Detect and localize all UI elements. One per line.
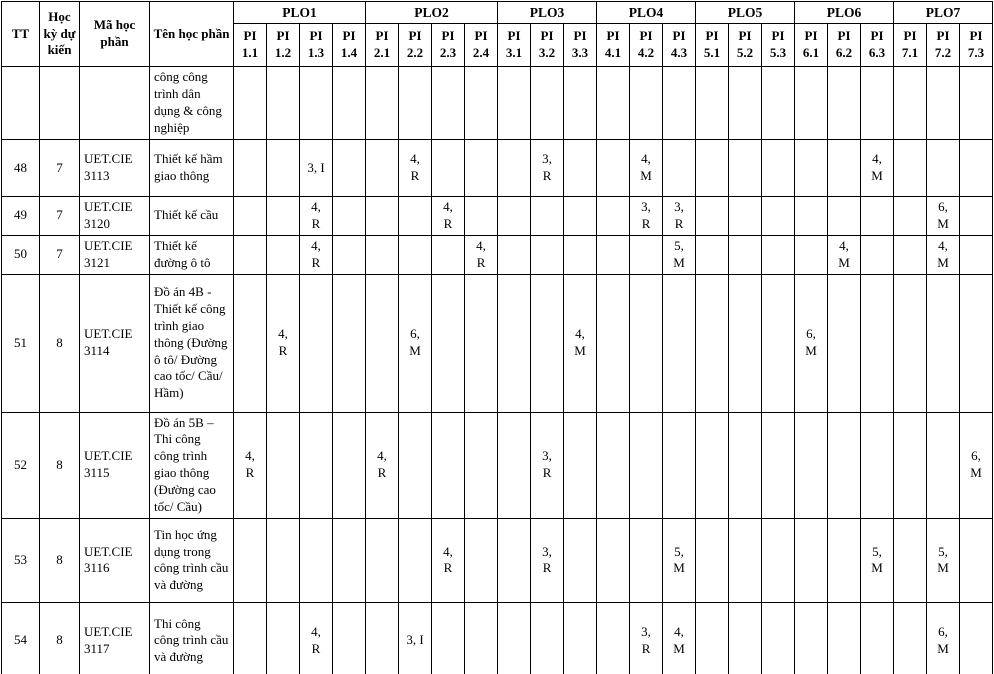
- cell-pi-6-1: 6, M: [795, 274, 828, 412]
- cell-pi-2-4: [465, 197, 498, 236]
- cell-course-name: Đồ án 5B – Thi công công trình giao thông (Đường cao tốc/ Cầu): [150, 412, 234, 518]
- cell-pi-2-3: 4, R: [432, 197, 465, 236]
- cell-pi-1-3: [300, 412, 333, 518]
- cell-pi-2-4: [465, 412, 498, 518]
- cell-pi-1-1: [234, 235, 267, 274]
- cell-pi-1-2: [267, 197, 300, 236]
- cell-course-code: UET.CIE 3121: [80, 235, 150, 274]
- cell-pi-3-2: [531, 602, 564, 674]
- cell-course-name: Thi công công trình cầu và đường: [150, 602, 234, 674]
- cell-pi-4-3: 4, M: [663, 602, 696, 674]
- pi-column-header: PI 2.2: [399, 24, 432, 67]
- cell-pi-1-3: [300, 274, 333, 412]
- cell-pi-2-2: 4, R: [399, 140, 432, 197]
- cell-course-code: UET.CIE 3120: [80, 197, 150, 236]
- plo-group-header: PLO7: [894, 2, 993, 24]
- cell-semester: 7: [40, 197, 80, 236]
- cell-pi-5-2: [729, 67, 762, 140]
- cell-pi-5-1: [696, 518, 729, 602]
- cell-pi-2-2: [399, 518, 432, 602]
- cell-pi-4-2: [630, 235, 663, 274]
- cell-pi-4-2: [630, 518, 663, 602]
- cell-pi-6-1: [795, 197, 828, 236]
- cell-pi-1-4: [333, 602, 366, 674]
- cell-pi-3-2: [531, 67, 564, 140]
- cell-pi-6-3: [861, 412, 894, 518]
- cell-pi-5-2: [729, 602, 762, 674]
- cell-pi-6-3: 5, M: [861, 518, 894, 602]
- plo-group-header: PLO5: [696, 2, 795, 24]
- cell-pi-2-2: [399, 197, 432, 236]
- cell-pi-7-2: 5, M: [927, 518, 960, 602]
- cell-pi-4-1: [597, 602, 630, 674]
- cell-pi-7-3: [960, 602, 993, 674]
- cell-semester: 7: [40, 140, 80, 197]
- plo-group-header: PLO3: [498, 2, 597, 24]
- cell-pi-4-1: [597, 197, 630, 236]
- plo-group-header: PLO2: [366, 2, 498, 24]
- cell-pi-3-1: [498, 197, 531, 236]
- pi-column-header: PI 2.1: [366, 24, 399, 67]
- cell-pi-6-3: [861, 274, 894, 412]
- cell-pi-2-2: [399, 67, 432, 140]
- cell-tt: [2, 67, 40, 140]
- cell-pi-6-2: [828, 412, 861, 518]
- cell-pi-7-3: [960, 235, 993, 274]
- cell-pi-6-1: [795, 235, 828, 274]
- plo-group-header: PLO1: [234, 2, 366, 24]
- cell-pi-5-3: [762, 274, 795, 412]
- col-header-course-code: Mã học phần: [80, 2, 150, 67]
- pi-column-header: PI 2.4: [465, 24, 498, 67]
- cell-pi-2-3: [432, 235, 465, 274]
- cell-pi-4-3: 5, M: [663, 518, 696, 602]
- cell-pi-6-3: [861, 235, 894, 274]
- table-body: [2, 67, 993, 674]
- cell-pi-4-3: [663, 412, 696, 518]
- cell-pi-6-2: [828, 274, 861, 412]
- pi-column-header: PI 4.2: [630, 24, 663, 67]
- cell-pi-1-4: [333, 197, 366, 236]
- cell-pi-5-2: [729, 235, 762, 274]
- cell-pi-2-2: 6, M: [399, 274, 432, 412]
- cell-pi-7-1: [894, 518, 927, 602]
- cell-pi-4-1: [597, 235, 630, 274]
- cell-pi-3-2: [531, 274, 564, 412]
- cell-pi-7-3: [960, 67, 993, 140]
- cell-pi-6-3: [861, 67, 894, 140]
- cell-pi-3-3: [564, 602, 597, 674]
- cell-pi-1-1: [234, 518, 267, 602]
- cell-pi-1-1: [234, 602, 267, 674]
- cell-pi-5-2: [729, 412, 762, 518]
- cell-pi-7-3: [960, 197, 993, 236]
- cell-pi-5-3: [762, 518, 795, 602]
- cell-course-code: [80, 67, 150, 140]
- cell-pi-3-1: [498, 274, 531, 412]
- cell-pi-4-3: [663, 67, 696, 140]
- cell-pi-5-1: [696, 67, 729, 140]
- cell-pi-7-2: [927, 274, 960, 412]
- cell-pi-2-1: 4, R: [366, 412, 399, 518]
- cell-course-name: Đồ án 4B - Thiết kế công trình giao thông (Đường ô tô/ Đường cao tốc/ Cầu/ Hầm): [150, 274, 234, 412]
- cell-pi-7-2: 4, M: [927, 235, 960, 274]
- cell-pi-6-3: 4, M: [861, 140, 894, 197]
- cell-pi-5-2: [729, 274, 762, 412]
- cell-pi-7-1: [894, 140, 927, 197]
- cell-pi-5-1: [696, 274, 729, 412]
- cell-pi-4-3: 3, R: [663, 197, 696, 236]
- cell-pi-1-3: [300, 67, 333, 140]
- cell-pi-4-1: [597, 412, 630, 518]
- cell-pi-7-3: [960, 140, 993, 197]
- cell-pi-4-2: 3, R: [630, 602, 663, 674]
- cell-pi-2-4: [465, 140, 498, 197]
- cell-pi-4-2: 3, R: [630, 197, 663, 236]
- cell-pi-1-4: [333, 67, 366, 140]
- cell-pi-2-4: [465, 67, 498, 140]
- cell-course-name: công công trình dân dụng & công nghiệp: [150, 67, 234, 140]
- pi-column-header: PI 5.3: [762, 24, 795, 67]
- cell-pi-5-2: [729, 197, 762, 236]
- cell-pi-1-2: [267, 602, 300, 674]
- cell-pi-1-4: [333, 518, 366, 602]
- table-row: [2, 602, 993, 674]
- cell-pi-1-4: [333, 412, 366, 518]
- pi-column-header: PI 5.1: [696, 24, 729, 67]
- pi-column-header: PI 1.3: [300, 24, 333, 67]
- cell-pi-4-3: 5, M: [663, 235, 696, 274]
- cell-pi-1-3: 4, R: [300, 197, 333, 236]
- cell-pi-2-4: [465, 518, 498, 602]
- cell-pi-1-2: [267, 235, 300, 274]
- cell-pi-5-3: [762, 235, 795, 274]
- cell-pi-5-3: [762, 140, 795, 197]
- cell-pi-4-1: [597, 67, 630, 140]
- cell-pi-3-2: 3, R: [531, 140, 564, 197]
- cell-pi-5-3: [762, 412, 795, 518]
- cell-course-name: Thiết kế hầm giao thông: [150, 140, 234, 197]
- cell-pi-1-1: [234, 197, 267, 236]
- cell-pi-7-3: [960, 274, 993, 412]
- cell-pi-2-1: [366, 518, 399, 602]
- cell-pi-1-2: [267, 412, 300, 518]
- cell-tt: 48: [2, 140, 40, 197]
- cell-pi-4-2: [630, 412, 663, 518]
- col-header-semester: Học kỳ dự kiến: [40, 2, 80, 67]
- cell-pi-3-2: [531, 197, 564, 236]
- pi-column-header: PI 6.3: [861, 24, 894, 67]
- cell-pi-6-3: [861, 197, 894, 236]
- cell-pi-4-1: [597, 518, 630, 602]
- cell-pi-4-3: [663, 140, 696, 197]
- cell-pi-4-3: [663, 274, 696, 412]
- cell-course-name: Thiết kế cầu: [150, 197, 234, 236]
- cell-course-name: Thiết kế đường ô tô: [150, 235, 234, 274]
- cell-pi-1-4: [333, 274, 366, 412]
- cell-pi-7-1: [894, 235, 927, 274]
- cell-pi-5-1: [696, 140, 729, 197]
- cell-pi-3-3: [564, 412, 597, 518]
- cell-tt: 50: [2, 235, 40, 274]
- cell-pi-1-3: 4, R: [300, 235, 333, 274]
- cell-pi-2-2: [399, 235, 432, 274]
- pi-column-header: PI 3.2: [531, 24, 564, 67]
- cell-pi-2-1: [366, 602, 399, 674]
- cell-pi-5-1: [696, 602, 729, 674]
- cell-pi-3-3: [564, 235, 597, 274]
- cell-pi-1-1: 4, R: [234, 412, 267, 518]
- cell-pi-2-3: [432, 274, 465, 412]
- cell-pi-7-2: [927, 140, 960, 197]
- cell-pi-3-3: [564, 197, 597, 236]
- pi-column-header: PI 3.3: [564, 24, 597, 67]
- cell-pi-1-2: [267, 140, 300, 197]
- cell-pi-5-2: [729, 518, 762, 602]
- col-header-tt: TT: [2, 2, 40, 67]
- cell-pi-4-2: [630, 67, 663, 140]
- cell-pi-3-2: 3, R: [531, 518, 564, 602]
- table-row: [2, 140, 993, 197]
- cell-pi-5-3: [762, 197, 795, 236]
- pi-column-header: PI 6.1: [795, 24, 828, 67]
- cell-pi-3-1: [498, 602, 531, 674]
- cell-pi-2-2: [399, 412, 432, 518]
- cell-pi-5-1: [696, 197, 729, 236]
- cell-pi-3-3: [564, 140, 597, 197]
- table-row: [2, 518, 993, 602]
- cell-pi-3-3: [564, 67, 597, 140]
- cell-pi-3-2: [531, 235, 564, 274]
- cell-pi-7-2: 6, M: [927, 602, 960, 674]
- cell-pi-3-2: 3, R: [531, 412, 564, 518]
- header-group-row: [2, 2, 993, 24]
- cell-tt: 51: [2, 274, 40, 412]
- cell-pi-2-3: 4, R: [432, 518, 465, 602]
- pi-column-header: PI 1.4: [333, 24, 366, 67]
- cell-pi-4-1: [597, 274, 630, 412]
- cell-pi-3-3: [564, 518, 597, 602]
- cell-pi-1-1: [234, 140, 267, 197]
- cell-pi-3-3: 4, M: [564, 274, 597, 412]
- table-row: [2, 197, 993, 236]
- table-row: [2, 235, 993, 274]
- table-header: [2, 2, 993, 67]
- cell-pi-1-3: 4, R: [300, 602, 333, 674]
- cell-pi-6-2: [828, 140, 861, 197]
- plo-group-header: PLO4: [597, 2, 696, 24]
- cell-pi-5-1: [696, 235, 729, 274]
- cell-pi-6-2: 4, M: [828, 235, 861, 274]
- cell-pi-1-2: [267, 67, 300, 140]
- cell-pi-5-2: [729, 140, 762, 197]
- cell-pi-2-1: [366, 67, 399, 140]
- cell-course-name: Tin học ứng dụng trong công trình cầu và đường: [150, 518, 234, 602]
- cell-pi-5-3: [762, 602, 795, 674]
- cell-pi-2-2: 3, I: [399, 602, 432, 674]
- cell-pi-2-4: 4, R: [465, 235, 498, 274]
- cell-pi-7-3: [960, 518, 993, 602]
- cell-pi-2-3: [432, 67, 465, 140]
- table-row: [2, 274, 993, 412]
- pi-column-header: PI 7.1: [894, 24, 927, 67]
- cell-pi-2-1: [366, 140, 399, 197]
- cell-semester: 8: [40, 518, 80, 602]
- cell-pi-3-1: [498, 412, 531, 518]
- cell-pi-1-2: 4, R: [267, 274, 300, 412]
- cell-pi-6-2: [828, 197, 861, 236]
- curriculum-matrix-table: [1, 1, 993, 674]
- cell-tt: 53: [2, 518, 40, 602]
- cell-course-code: UET.CIE 3114: [80, 274, 150, 412]
- cell-pi-1-4: [333, 140, 366, 197]
- cell-semester: 8: [40, 602, 80, 674]
- cell-pi-1-1: [234, 274, 267, 412]
- pi-column-header: PI 4.3: [663, 24, 696, 67]
- cell-pi-2-4: [465, 602, 498, 674]
- cell-pi-6-2: [828, 67, 861, 140]
- cell-tt: 49: [2, 197, 40, 236]
- pi-column-header: PI 4.1: [597, 24, 630, 67]
- cell-pi-7-2: [927, 67, 960, 140]
- cell-pi-4-1: [597, 140, 630, 197]
- cell-course-code: UET.CIE 3116: [80, 518, 150, 602]
- pi-column-header: PI 5.2: [729, 24, 762, 67]
- cell-pi-7-2: [927, 412, 960, 518]
- cell-pi-6-2: [828, 602, 861, 674]
- cell-pi-6-1: [795, 140, 828, 197]
- cell-pi-2-3: [432, 140, 465, 197]
- pi-column-header: PI 2.3: [432, 24, 465, 67]
- cell-pi-7-1: [894, 197, 927, 236]
- table-row: [2, 67, 993, 140]
- cell-pi-1-3: [300, 518, 333, 602]
- cell-pi-4-2: [630, 274, 663, 412]
- cell-pi-2-4: [465, 274, 498, 412]
- cell-pi-7-1: [894, 602, 927, 674]
- pi-column-header: PI 1.1: [234, 24, 267, 67]
- cell-semester: 8: [40, 274, 80, 412]
- cell-pi-6-1: [795, 67, 828, 140]
- cell-semester: [40, 67, 80, 140]
- pi-column-header: PI 3.1: [498, 24, 531, 67]
- cell-pi-2-3: [432, 412, 465, 518]
- plo-group-header: PLO6: [795, 2, 894, 24]
- cell-pi-6-1: [795, 602, 828, 674]
- col-header-course-name: Tên học phần: [150, 2, 234, 67]
- cell-semester: 7: [40, 235, 80, 274]
- cell-pi-4-2: 4, M: [630, 140, 663, 197]
- cell-pi-3-1: [498, 140, 531, 197]
- cell-pi-2-1: [366, 235, 399, 274]
- cell-semester: 8: [40, 412, 80, 518]
- cell-tt: 54: [2, 602, 40, 674]
- cell-pi-7-1: [894, 274, 927, 412]
- cell-pi-6-1: [795, 518, 828, 602]
- cell-pi-2-1: [366, 197, 399, 236]
- pi-column-header: PI 7.3: [960, 24, 993, 67]
- cell-pi-6-2: [828, 518, 861, 602]
- cell-pi-7-1: [894, 412, 927, 518]
- cell-pi-6-3: [861, 602, 894, 674]
- cell-pi-2-1: [366, 274, 399, 412]
- cell-pi-1-4: [333, 235, 366, 274]
- cell-pi-1-3: 3, I: [300, 140, 333, 197]
- cell-course-code: UET.CIE 3117: [80, 602, 150, 674]
- cell-pi-6-1: [795, 412, 828, 518]
- pi-column-header: PI 7.2: [927, 24, 960, 67]
- cell-course-code: UET.CIE 3115: [80, 412, 150, 518]
- cell-pi-3-1: [498, 235, 531, 274]
- cell-pi-2-3: [432, 602, 465, 674]
- cell-pi-3-1: [498, 67, 531, 140]
- cell-pi-7-1: [894, 67, 927, 140]
- cell-pi-3-1: [498, 518, 531, 602]
- cell-pi-5-3: [762, 67, 795, 140]
- cell-course-code: UET.CIE 3113: [80, 140, 150, 197]
- pi-column-header: PI 6.2: [828, 24, 861, 67]
- cell-pi-1-2: [267, 518, 300, 602]
- cell-pi-7-3: 6, M: [960, 412, 993, 518]
- cell-pi-5-1: [696, 412, 729, 518]
- cell-tt: 52: [2, 412, 40, 518]
- table-row: [2, 412, 993, 518]
- cell-pi-7-2: 6, M: [927, 197, 960, 236]
- pi-column-header: PI 1.2: [267, 24, 300, 67]
- cell-pi-1-1: [234, 67, 267, 140]
